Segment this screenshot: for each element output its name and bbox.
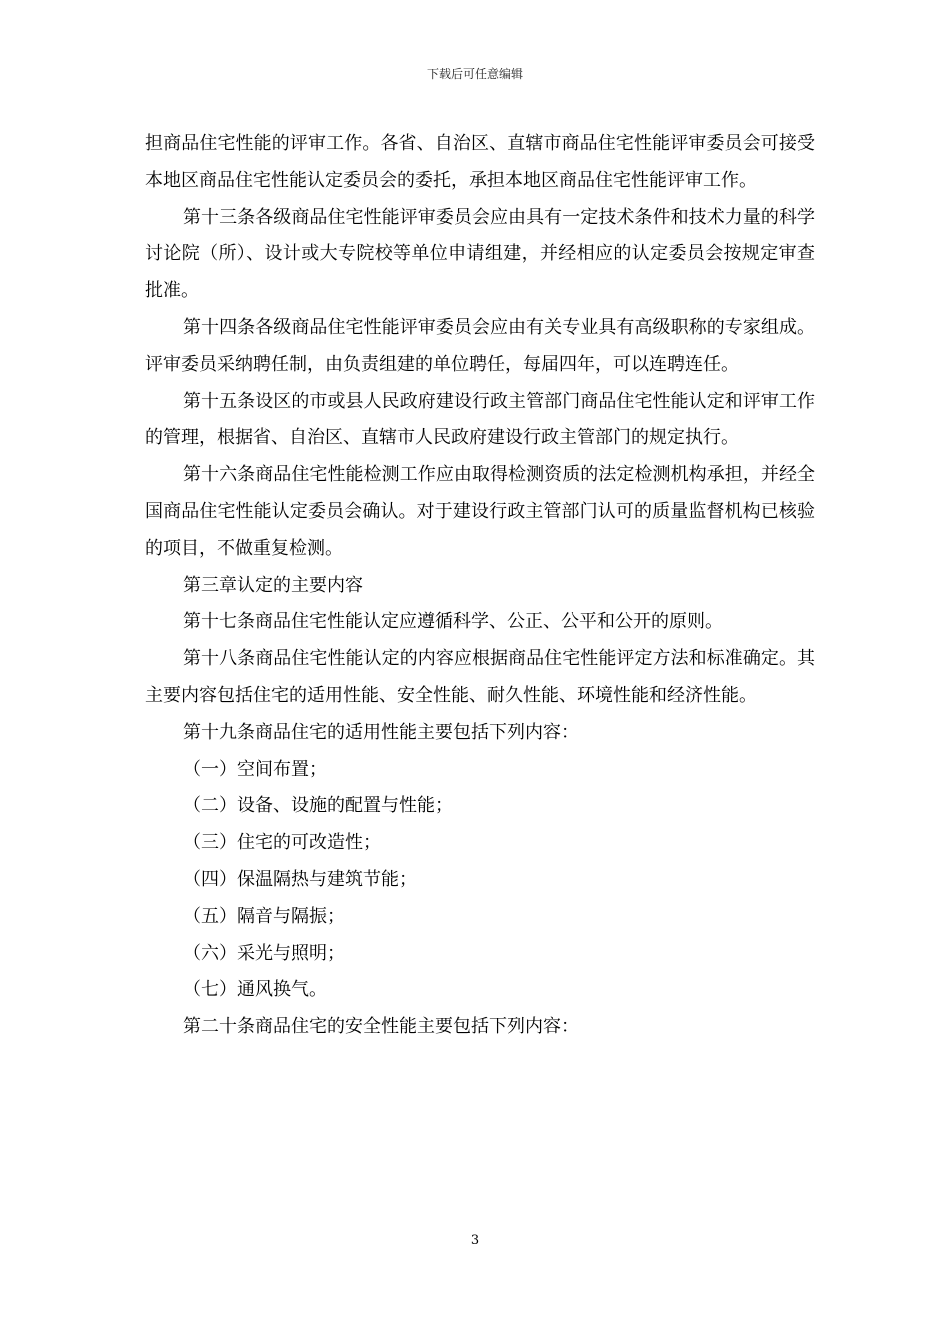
paragraph-article-17: 第十七条商品住宅性能认定应遵循科学、公正、公平和公开的原则。 — [183, 611, 723, 633]
paragraph-article-16: 第十六条商品住宅性能检测工作应由取得检测资质的法定检测机构承担，并经全国商品住宅性能认定委员会确认。对于建设行政主管部门认可的质量监督机构已核验的项目，不做重复检测。 — [145, 464, 815, 559]
list-item-6: （六）采光与照明； — [183, 942, 345, 964]
chapter-heading-3: 第三章认定的主要内容 — [183, 574, 363, 596]
paragraph-article-15: 第十五条设区的市或县人民政府建设行政主管部门商品住宅性能认定和评审工作的管理，根据省、自治区、直辖市人民政府建设行政主管部门的规定执行。 — [145, 390, 815, 449]
page-header-note: 下载后可任意编辑 — [426, 67, 523, 81]
document-body — [145, 126, 815, 1046]
list-item-4: （四）保温隔热与建筑节能； — [183, 868, 417, 890]
paragraph-article-20: 第二十条商品住宅的安全性能主要包括下列内容： — [183, 1016, 579, 1038]
list-item-1: （一）空间布置； — [183, 758, 327, 780]
paragraph-article-13: 第十三条各级商品住宅性能评审委员会应由具有一定技术条件和技术力量的科学讨论院（所）、设计或大专院校等单位申请组建，并经相应的认定委员会按规定审查批准。 — [145, 206, 815, 302]
list-item-7: （七）通风换气。 — [183, 979, 327, 1001]
list-item-5: （五）隔音与隔振； — [183, 905, 345, 927]
paragraph-article-14: 第十四条各级商品住宅性能评审委员会应由有关专业具有高级职称的专家组成。评审委员采纳聘任制，由负责组建的单位聘任，每届四年，可以连聘连任。 — [145, 316, 815, 375]
paragraph-1: 担商品住宅性能的评审工作。各省、自治区、直辖市商品住宅性能评审委员会可接受本地区商品住宅性能认定委员会的委托，承担本地区商品住宅性能评审工作。 — [145, 133, 815, 191]
page-number: 3 — [470, 1233, 480, 1248]
list-item-2: （二）设备、设施的配置与性能； — [183, 795, 453, 817]
list-item-3: （三）住宅的可改造性； — [183, 832, 381, 854]
paragraph-article-18: 第十八条商品住宅性能认定的内容应根据商品住宅性能评定方法和标准确定。其主要内容包括住宅的适用性能、安全性能、耐久性能、环境性能和经济性能。 — [145, 648, 815, 706]
paragraph-article-19: 第十九条商品住宅的适用性能主要包括下列内容： — [183, 721, 579, 743]
